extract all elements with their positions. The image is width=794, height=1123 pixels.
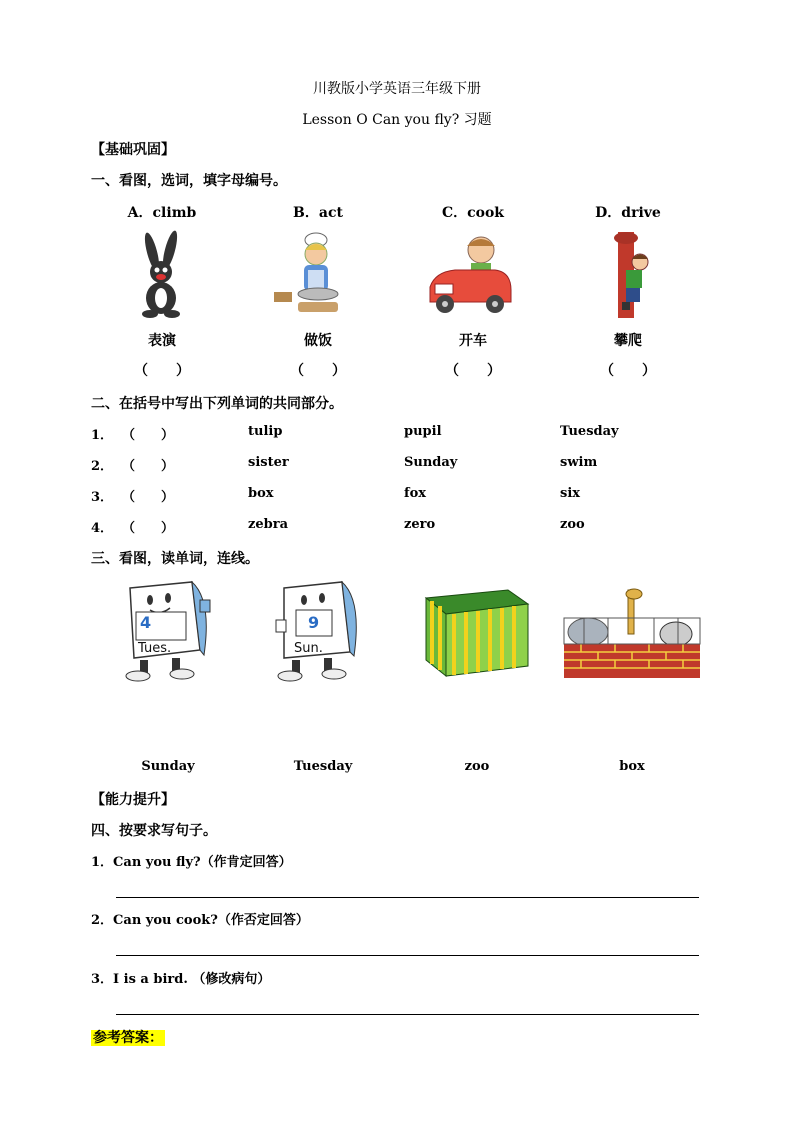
q2-row-4-word-2: zero: [404, 517, 436, 532]
q2-row-1-blank[interactable]: （ ）: [122, 428, 175, 443]
boy-cooking-picture: [272, 232, 347, 316]
q2-row-4-word-1: zebra: [248, 517, 289, 532]
page-subtitle: Lesson O Can you fly? 习题: [302, 112, 492, 128]
q2-row-3-word-1: box: [248, 486, 274, 501]
q3-word-zoo: zoo: [464, 759, 490, 774]
q4-item-2: 2．Can you cook?（作否定回答）: [91, 913, 309, 928]
section-basic-header: 【基础巩固】: [91, 142, 175, 158]
q1-answer-blank-4[interactable]: （ ）: [600, 363, 656, 379]
q1-option-c: C．cook: [441, 205, 505, 221]
rabbit-acting-picture: [132, 230, 192, 320]
q2-row-3-word-3: six: [560, 486, 581, 501]
q4-item-3: 3．I is a bird. （修改病句）: [91, 972, 271, 987]
q2-row-4-num: 4．: [91, 521, 114, 536]
q1-answer-blank-3[interactable]: （ ）: [445, 363, 501, 379]
q2-row-1-word-2: pupil: [404, 424, 442, 439]
q1-chinese-cook: 做饭: [304, 333, 332, 349]
calendar-sunday-number: 9: [308, 613, 320, 632]
boy-driving-car-picture: [425, 232, 515, 318]
q1-chinese-climb: 攀爬: [614, 333, 642, 349]
q2-row-4-word-3: zoo: [560, 517, 585, 532]
page-title: 川教版小学英语三年级下册: [313, 81, 481, 97]
calendar-tuesday-day: Tues.: [138, 641, 172, 656]
q2-row-4-blank[interactable]: （ ）: [122, 521, 175, 536]
answer-key-label: 参考答案：: [93, 1030, 163, 1046]
q4-answer-line-2[interactable]: [116, 955, 699, 956]
q1-option-a: A．climb: [127, 205, 197, 221]
q4-answer-line-1[interactable]: [116, 897, 699, 898]
q1-option-b: B．act: [293, 205, 343, 221]
q2-row-2-word-3: swim: [560, 455, 598, 470]
q2-row-1-word-1: tulip: [248, 424, 283, 439]
q2-row-2-blank[interactable]: （ ）: [122, 459, 175, 474]
q1-answer-blank-2[interactable]: （ ）: [290, 363, 346, 379]
calendar-sunday-day: Sun.: [294, 641, 323, 656]
zoo-animals-picture: [564, 586, 700, 678]
q2-row-2-word-2: Sunday: [404, 455, 458, 470]
q3-word-tuesday: Tuesday: [293, 759, 353, 774]
section-ability-header: 【能力提升】: [91, 792, 175, 808]
boy-climbing-tree-picture: [600, 232, 655, 318]
q2-row-2-word-1: sister: [248, 455, 289, 470]
q3-word-sunday: Sunday: [141, 759, 195, 774]
q2-row-2-num: 2．: [91, 459, 114, 474]
q2-row-1-num: 1．: [91, 428, 114, 443]
q1-heading: 一、看图，选词，填字母编号。: [91, 173, 287, 189]
q2-row-3-blank[interactable]: （ ）: [122, 490, 175, 505]
calendar-tuesday-number: 4: [140, 613, 152, 632]
q4-heading: 四、按要求写句子。: [91, 823, 217, 839]
q3-word-box: box: [619, 759, 645, 774]
q1-option-d: D．drive: [595, 205, 661, 221]
q2-heading: 二、在括号中写出下列单词的共同部分。: [91, 396, 343, 412]
q1-chinese-act: 表演: [148, 333, 176, 349]
q2-row-3-num: 3．: [91, 490, 114, 505]
q3-heading: 三、看图，读单词，连线。: [91, 551, 259, 567]
q4-item-1: 1．Can you fly?（作肯定回答）: [91, 855, 292, 870]
q1-answer-blank-1[interactable]: （ ）: [134, 363, 190, 379]
q1-chinese-drive: 开车: [459, 333, 487, 349]
q2-row-3-word-2: fox: [404, 486, 427, 501]
calendar-sunday-picture: [270, 580, 370, 685]
q2-row-1-word-3: Tuesday: [560, 424, 619, 439]
calendar-tuesday-picture: [120, 580, 220, 685]
q4-answer-line-3[interactable]: [116, 1014, 699, 1015]
striped-box-picture: [422, 586, 532, 678]
